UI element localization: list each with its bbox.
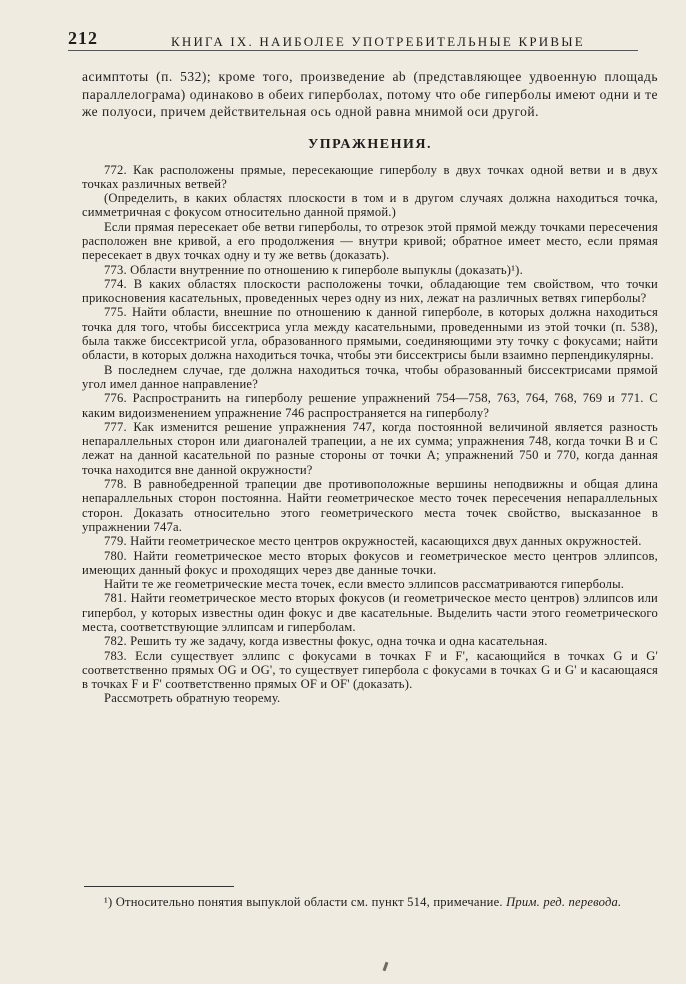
ink-mark xyxy=(383,962,389,971)
exercise-paragraph: В последнем случае, где должна находиться точка, чтобы образованный биссектрисами прямой угол имел данное направление? xyxy=(82,362,658,391)
exercise-paragraph: 772. Как расположены прямые, пересекающие гиперболу в двух точках одной ветви и в двух точках различных ветвей? xyxy=(82,162,658,191)
page-body xyxy=(82,68,658,706)
running-head: КНИГА IX. НАИБОЛЕЕ УПОТРЕБИТЕЛЬНЫЕ КРИВЫЕ xyxy=(171,34,585,49)
exercise-paragraph: 774. В каких областях плоскости расположены точки, обладающие тем свойством, что точки прикосновения касательных, проведенных через одну из них, лежат на различных ветвях гиперболы? xyxy=(82,276,658,306)
intro-paragraph: асимптоты (п. 532); кроме того, произведение ab (представляющее удвоенную площадь параллелограма) одинаково в обеих гиперболах, потому что обе гиперболы имеют одни и те же полуоси, причем действительная ось одной равна мнимой оси другой. xyxy=(82,69,658,119)
exercise-paragraph: (Определить, в каких областях плоскости в том и в другом случаях должна находиться точка, симметричная с фокусом относительно данной прямой.) xyxy=(82,191,658,220)
footnote xyxy=(82,894,658,910)
exercise-paragraph: 780. Найти геометрическое место вторых фокусов и геометрическое место центров эллипсов, имеющих данный фокус и проходящих через две данные точки. xyxy=(82,548,658,577)
section-title: УПРАЖНЕНИЯ. xyxy=(308,136,432,152)
exercise-paragraph: 775. Найти области, внешние по отношению к данной гиперболе, в которых должна находиться точка для того, чтобы биссектриса угла между касательными, проведенными из этой точки (п. 538), была также биссектрисой угла, образованного прямыми, соединяющими эту точку с фокусами; найти области, в которых должна находиться точка, чтобы эти биссектрисы были взаимно перпендикулярны. xyxy=(82,305,658,363)
exercise-paragraph: Найти те же геометрические места точек, если вместо эллипсов рассматриваются гиперболы. xyxy=(104,577,625,592)
exercise-paragraph: 776. Распространить на гиперболу решение упражнений 754—758, 763, 764, 768, 769 и 771. С каким видоизменением упражнение 746 распространяется на гиперболу? xyxy=(82,391,658,420)
exercise-paragraph: 778. В равнобедренной трапеции две противоположные вершины неподвижны и общая длина непараллельных сторон постоянна. Найти геометрическое место точек пересечения непараллельных сторон. Доказать относительно этого геометрического места точек свойство, высказанное в упражнении 747а. xyxy=(82,477,658,534)
footnote-divider xyxy=(84,886,234,887)
exercise-paragraph: Если прямая пересекает обе ветви гиперболы, то отрезок этой прямой между точками пересечения расположен вне кривой, а его продолжения — внутри кривой; обратное имеет место, если прямая пересекает в двух точках одну и ту же ветвь (доказать). xyxy=(82,219,658,263)
exercise-paragraph: 777. Как изменится решение упражнения 747, когда постоянной величиной является разность непараллельных сторон или диагоналей трапеции, а не их сумма; упражнения 748, когда точки B и C лежат на данной касательной по разные стороны от точки A; упражнений 750 и 770, когда данная точка находится вне данной окружности? xyxy=(82,419,658,477)
footnote-text: ¹) Относительно понятия выпуклой области см. пункт 514, примечание. xyxy=(104,895,503,909)
exercise-paragraph: 783. Если существует эллипс с фокусами в точках F и F', касающийся в точках G и G' соответственно прямых OG и OG', то существует гипербола с фокусами в точках G и G' и касающаяся в точках F и F' соответственно прямых OF и OF' (доказать). xyxy=(82,648,658,692)
exercise-paragraph: 782. Решить ту же задачу, когда известны фокус, одна точка и одна касательная. xyxy=(104,634,548,649)
exercise-paragraph: 779. Найти геометрическое место центров окружностей, касающихся двух данных окружностей. xyxy=(104,534,642,549)
exercise-paragraph: 773. Области внутренние по отношению к гиперболе выпуклы (доказать)¹). xyxy=(104,262,523,277)
exercise-paragraph: 781. Найти геометрическое место вторых фокусов (и геометрическое место центров) эллипсов или гипербол, у которых известны один фокус и две касательные. Выделить части этого геометрического места, соответствующие эллипсам и гиперболам. xyxy=(82,591,658,634)
exercise-paragraph: Рассмотреть обратную теорему. xyxy=(104,691,281,706)
footnote-editor-note: Прим. ред. перевода. xyxy=(506,895,622,909)
page-header xyxy=(68,26,638,51)
page-number: 212 xyxy=(68,28,98,48)
